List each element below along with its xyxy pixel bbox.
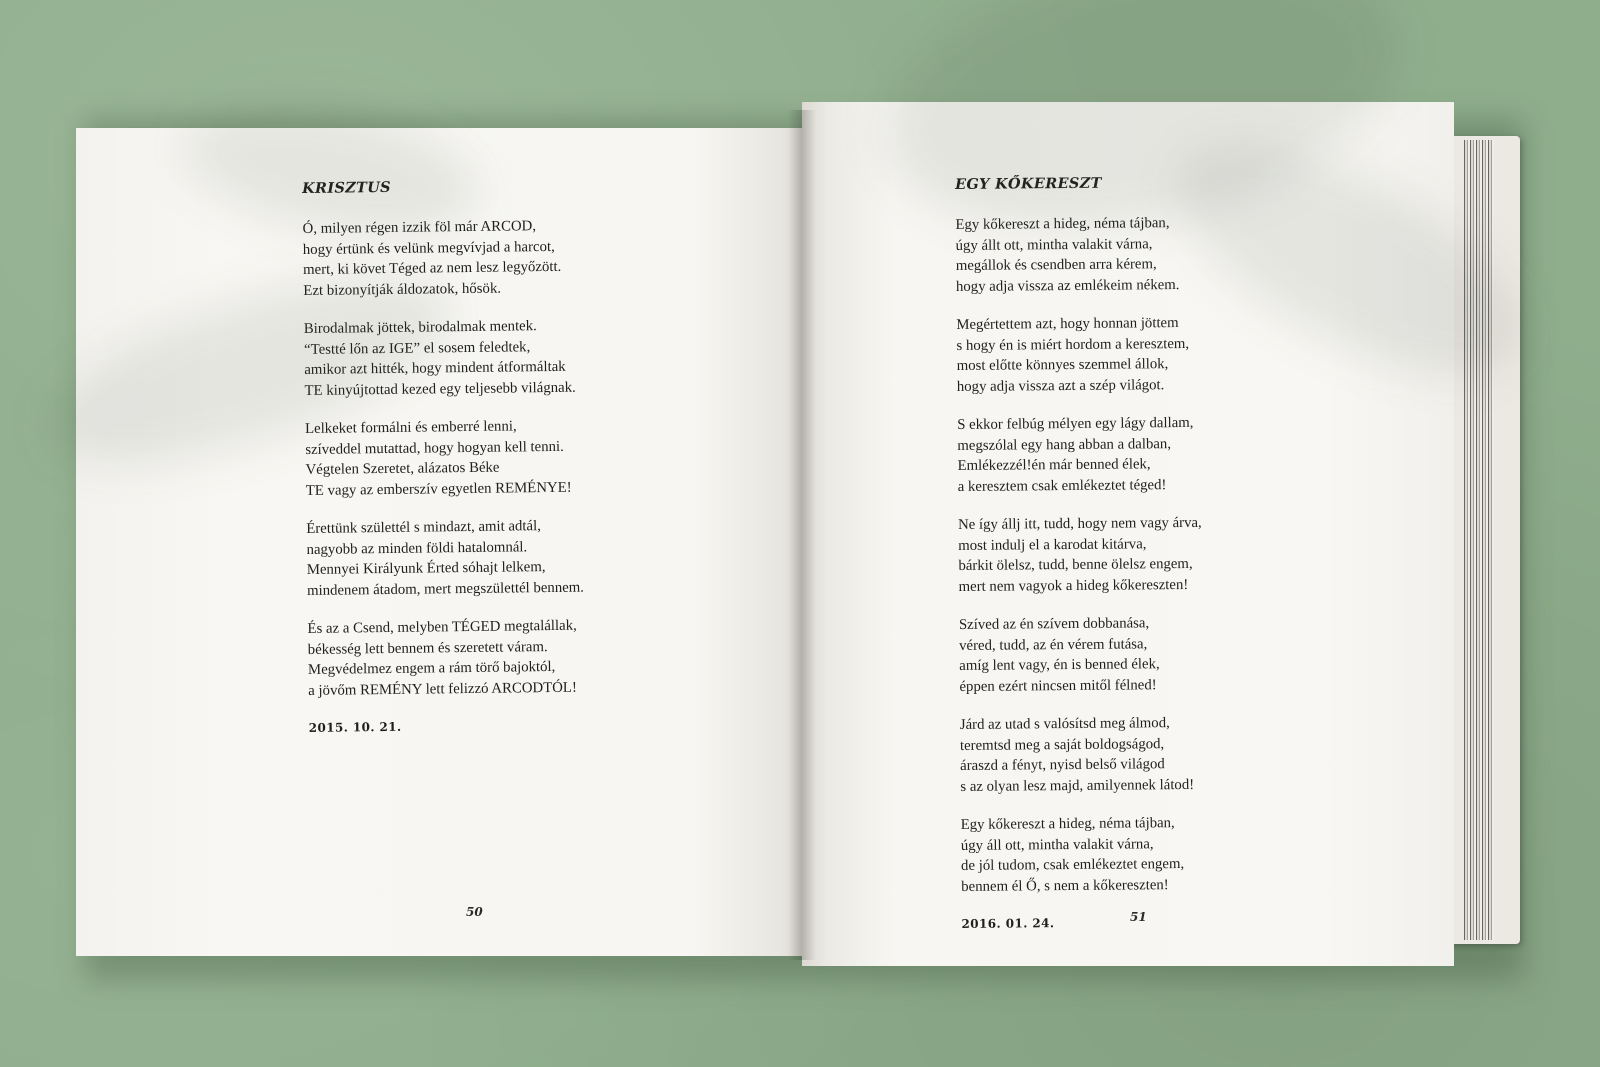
- right-poem-title: EGY KŐKERESZT: [955, 174, 1102, 193]
- poem-line: Járd az utad s valósítsd meg álmod,: [959, 715, 1170, 733]
- poem-line: Birodalmak jöttek, birodalmak mentek.: [303, 318, 537, 337]
- book-gutter: [788, 110, 816, 960]
- poem-line: Egy kőkereszt a hideg, néma tájban,: [955, 215, 1170, 233]
- right-page-number: 51: [1130, 910, 1147, 924]
- poem-line: de jól tudom, csak emlékeztet engem,: [960, 856, 1185, 874]
- poem-line: TE vagy az emberszív egyetlen REMÉNYE!: [305, 479, 572, 499]
- poem-line: megállok és csendben arra kérem,: [955, 256, 1157, 274]
- poem-line: Ó, milyen régen izzik föl már ARCOD,: [302, 218, 537, 237]
- poem-line: S ekkor felbúg mélyen egy lágy dallam,: [957, 414, 1194, 433]
- poem-line: Lelkeket formálni és emberré lenni,: [304, 418, 517, 437]
- poem-line: Megvédelmez engem a rám törő bajoktól,: [307, 658, 556, 678]
- poem-line: teremtsd meg a saját boldogságod,: [959, 735, 1165, 754]
- stanza: [306, 516, 584, 601]
- poem-line: bennem él Ő, s nem a kőkereszten!: [961, 876, 1169, 895]
- poem-line: szíveddel mutattad, hogy hogyan kell tenni.: [305, 438, 564, 458]
- poem-line: hogy adja vissza azt a szép világot.: [956, 376, 1165, 395]
- stanza: [307, 616, 585, 701]
- stanza: [960, 713, 1204, 797]
- poem-line: éppen ezért nincsen mitől félned!: [959, 676, 1157, 695]
- left-poem-date: 2015. 10. 21.: [308, 719, 402, 735]
- poem-line: mert, ki követ Téged az nem lesz legyőzött.: [303, 258, 562, 278]
- poem-line: Emlékezzél!én már benned élek,: [957, 456, 1151, 474]
- poem-line: hogy adja vissza az emlékeim nékem.: [955, 276, 1180, 295]
- poem-line: bárkit ölelsz, tudd, benne ölelsz engem,: [958, 555, 1193, 574]
- right-poem-date: 2016. 01. 24.: [961, 916, 1055, 931]
- stanza: [956, 313, 1200, 397]
- poem-line: TE kinyújtottad kezed egy teljesebb világnak.: [304, 379, 576, 399]
- left-poem: [302, 177, 586, 735]
- poem-line: s az olyan lesz majd, amilyennek látod!: [960, 776, 1195, 795]
- poem-line: a jövőm REMÉNY lett felizzó ARCODTÓL!: [308, 679, 577, 699]
- poem-line: békesség lett bennem és szeretett váram.: [307, 638, 548, 658]
- poem-line: most indulj el a karodat kitárva,: [958, 535, 1147, 554]
- poem-line: És az a Csend, melyben TÉGED megtalállak,: [307, 617, 577, 637]
- stanza: [957, 413, 1201, 497]
- right-poem: [955, 174, 1205, 931]
- stanza: [959, 613, 1203, 697]
- poem-line: amíg lent vagy, én is benned élek,: [959, 656, 1160, 674]
- poem-line: “Testté lőn az IGE” el sosem feledtek,: [303, 338, 531, 358]
- poem-line: Egy kőkereszt a hideg, néma tájban,: [960, 815, 1175, 833]
- left-poem-title: KRISZTUS: [302, 178, 392, 197]
- poem-line: Ezt bizonyítják áldozatok, hősök.: [303, 280, 502, 299]
- poem-line: s hogy én is miért hordom a keresztem,: [956, 335, 1190, 354]
- poem-line: véred, tudd, az én vérem futása,: [959, 635, 1148, 654]
- poem-line: úgy állt ott, mintha valakit várna,: [955, 235, 1153, 254]
- left-page-number: 50: [466, 905, 483, 919]
- poem-line: mert nem vagyok a hideg kőkereszten!: [958, 576, 1189, 595]
- poem-line: Ne így állj itt, tudd, hogy nem vagy árva,: [957, 514, 1202, 533]
- poem-line: megszólal egy hang abban a dalban,: [957, 435, 1172, 454]
- poem-line: hogy értünk és velünk megvívjad a harcot,: [302, 238, 555, 258]
- poem-line: úgy áll ott, mintha valakit várna,: [960, 835, 1154, 854]
- stanza: [305, 416, 583, 501]
- poem-line: Érettünk születtél s mindazt, amit adtál,: [306, 518, 541, 537]
- poem-line: a keresztem csak emlékeztet téged!: [957, 476, 1167, 495]
- poem-line: amikor azt hitték, hogy mindent átformáltak: [304, 358, 566, 378]
- stanza: [958, 513, 1202, 597]
- poem-line: Végtelen Szeretet, alázatos Béke: [305, 459, 500, 478]
- poem-line: Szíved az én szívem dobbanása,: [958, 615, 1150, 633]
- stanza: [961, 813, 1205, 897]
- poem-line: most előtte könnyes szemmel állok,: [956, 356, 1169, 374]
- poem-line: Megértettem azt, hogy honnan jöttem: [956, 315, 1179, 333]
- poem-line: mindenem átadom, mert megszülettél bennem.: [306, 579, 585, 599]
- poem-line: Mennyei Királyunk Érted sóhajt lelkem,: [306, 559, 546, 578]
- poem-line: áraszd a fényt, nyisd belső világod: [960, 756, 1165, 774]
- poem-line: nagyobb az minden földi hatalomnál.: [306, 538, 528, 558]
